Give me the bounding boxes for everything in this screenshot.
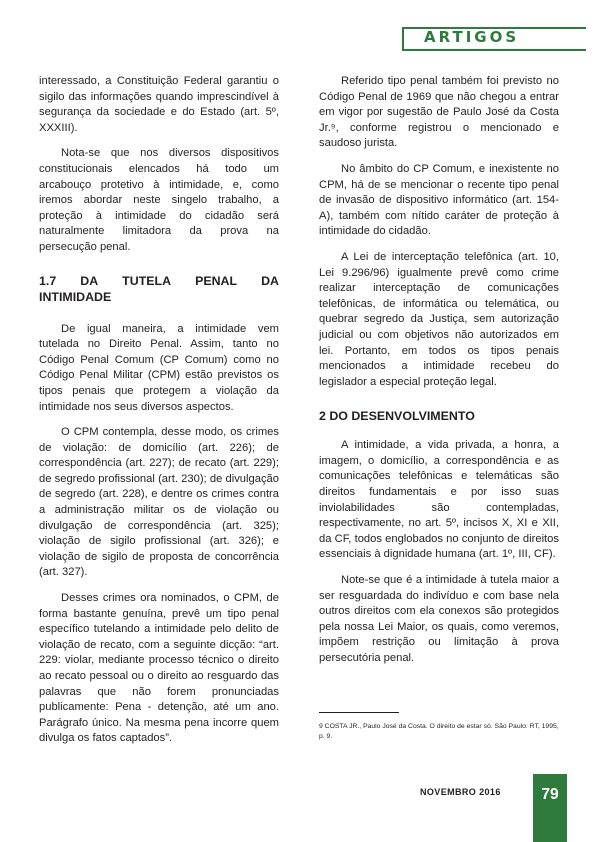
paragraph: Desses crimes ora nominados, o CPM, de forma bastante genuína, prevê um tipo penal específico tutelando a intimidade pelo delito de violação de recato, com a seguinte dicção: “art. 229: violar, mediante processo técnico o direito ao recato pessoal ou o direito ao resguardo das palavras que não forem pronunciadas publicamente: Pena - detenção, até um ano. Parágrafo único. Na mesma pena incorre quem divulga os fatos captados”.: [39, 592, 279, 745]
paragraph: Nota-se que nos diversos dispositivos constitucionais elencados há todo um arcabouço protetivo à intimidade, e, como iremos abordar neste singelo trabalho, a proteção à intimidade do cidadão será naturalmente limitadora da prova na persecução penal.: [39, 147, 279, 253]
paragraph: Referido tipo penal também foi previsto no Código Penal de 1969 que não chegou a entrar em vigor por sugestão de Paulo José da Costa Jr.⁹, conforme registrou o mencionado e saudoso jurista.: [319, 75, 559, 150]
footnote-divider: [319, 712, 399, 713]
section-heading: 2 DO DESENVOLVIMENTO: [319, 409, 475, 424]
paragraph: A Lei de interceptação telefônica (art. 10, Lei 9.296/96) igualmente prevê como crime realizar interceptação de comunicações telefônicas, de informática ou telemática, ou quebrar segredo da Justiça, sem autorização judicial ou com objetivos não autorizados em lei. Portanto, em todos os tipos penais mencionados a intimidade recebeu do legislador a especial proteção legal.: [319, 250, 559, 388]
section-header: ARTIGOS: [424, 28, 520, 46]
paragraph: O CPM contempla, desse modo, os crimes de violação: de domicílio (art. 226); de correspondência (art. 227); de recato (art. 229); de segredo profissional (art. 230); de divulgação de segredo (art. 228), e dentre os crimes contra a administração militar os de violação ou divulgação de correspondência (art. 325); violação de sigilo profissional (art. 326); e violação de sigilo de proposta de concorrência (art. 327).: [39, 426, 279, 579]
heading-word: PENAL: [195, 273, 238, 288]
left-column: [39, 74, 279, 757]
right-column: [319, 74, 559, 677]
paragraph: De igual maneira, a intimidade vem tutelada no Direito Penal. Assim, tanto no Código Penal Comum (CP Comum) como no Código Penal Militar (CPM) estão previstos os tipos penais que protegem a violação da intimidade nos seus diversos aspectos.: [39, 322, 279, 413]
footnote: 9 COSTA JR., Paulo José da Costa. O direito de estar só. São Paulo: RT, 1995, p. 9.: [319, 723, 559, 740]
heading-line: INTIMIDADE: [39, 289, 112, 304]
heading-word: DA: [80, 273, 99, 288]
heading-word: DA: [261, 273, 279, 288]
paragraph: No âmbito do CP Comum, e inexistente no CPM, há de se mencionar o recente tipo penal de invasão de dispositivo informático (art. 154-A), também com nítido caráter de proteção à intimidade do cidadão.: [319, 162, 559, 238]
paragraph: Note-se que é a intimidade à tutela maior a ser resguardada do indivíduo e com base nela outros direitos com ela conexos são protegidos pela nossa Lei Maior, os quais, como veremos, impõem restrição ou limitação à prova persecutória penal.: [319, 574, 559, 664]
paragraph: A intimidade, a vida privada, a honra, a imagem, o domicílio, a correspondência e as comunicações telefônicas e telemáticas são direitos fundamentais e por isso suas inviolabilidades são contempladas, respectivamente, no art. 5º, incisos X, XI e XII, da CF, todos englobados no conjunto de direitos essenciais à dignidade humana (art. 1º, III, CF).: [319, 439, 559, 561]
paragraph: interessado, a Constituição Federal garantiu o sigilo das informações quando imprescindível à segurança da sociedade e do Estado (art. 5º, XXXIII).: [39, 75, 279, 134]
heading-word: TUTELA: [122, 273, 172, 288]
heading-word: 1.7: [39, 273, 57, 288]
section-heading: [39, 273, 279, 305]
heading-line: [39, 273, 279, 289]
issue-date: NOVEMBRO 2016: [420, 787, 501, 797]
page-number: 79: [533, 774, 567, 842]
